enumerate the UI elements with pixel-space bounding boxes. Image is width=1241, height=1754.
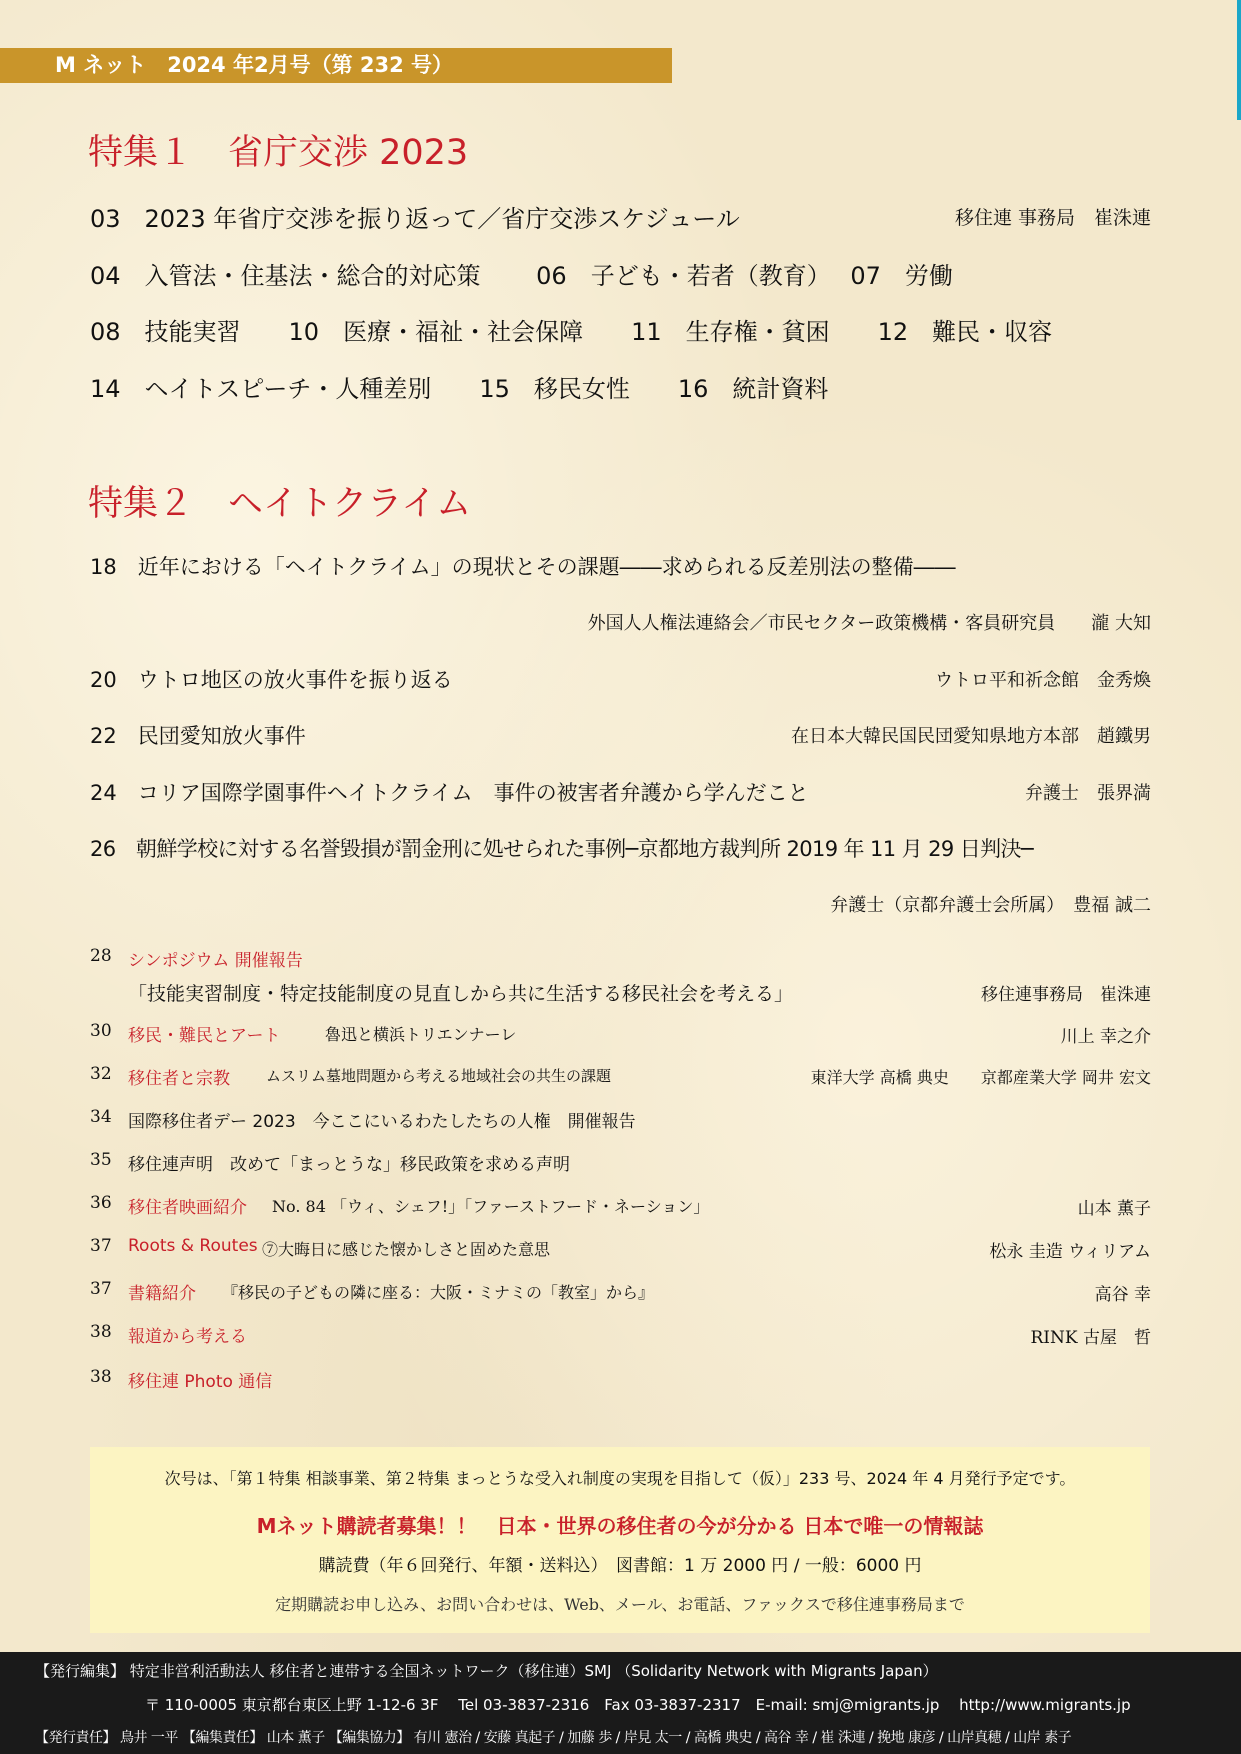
column-page-number: 32	[90, 1064, 112, 1084]
feature2-title: 特集２ ヘイトクライム	[88, 484, 472, 524]
column-label[interactable]: 移住者と宗教	[128, 1069, 230, 1089]
edge-accent-line	[1237, 0, 1241, 120]
column-author: 山本 薫子	[1077, 1199, 1151, 1219]
feature2-author: 外国人人権法連絡会／市民セクター政策機構・客員研究員 瀧 大知	[587, 613, 1151, 634]
column-page-number: 38	[90, 1367, 112, 1387]
column-author: 東洋大学 高橋 典史 京都産業大学 岡井 宏文	[810, 1068, 1151, 1087]
feature1-line[interactable]: 04 入管法・住基法・総合的対応策 06 子ども・若者（教育） 07 労働	[90, 262, 953, 290]
column-author: 松永 圭造 ウィリアム	[989, 1242, 1151, 1262]
feature1-line[interactable]: 08 技能実習 10 医療・福祉・社会保障 11 生存権・貧困 12 難民・収容	[90, 318, 1053, 346]
column-label[interactable]: 移民・難民とアート	[128, 1026, 281, 1046]
subscription-fee: 購読費（年６回発行、年額・送料込） 図書館：1 万 2000 円 / 一般：6000 円	[318, 1556, 922, 1576]
column-title[interactable]: ⑦大晦日に感じた懐かしさと固めた意思	[262, 1240, 551, 1259]
subscription-notice-box	[90, 1447, 1150, 1633]
feature2-item[interactable]: 26 朝鮮学校に対する名誉毀損が罰金刑に処せられた事例─京都地方裁判所 2019 年 11 月 29 日判決─	[90, 837, 1033, 861]
column-title[interactable]: 魯迅と横浜トリエンナーレ	[325, 1025, 517, 1044]
column-page-number: 37	[90, 1236, 112, 1256]
feature1-lead-item[interactable]: 03 2023 年省庁交渉を振り返って／省庁交渉スケジュール	[90, 205, 740, 233]
column-label[interactable]: 報道から考える	[128, 1327, 247, 1347]
column-title[interactable]: 「技能実習制度・特定技能制度の見直しから共に生活する移民社会を考える」	[128, 983, 794, 1005]
column-title[interactable]: 『移民の子どもの隣に座る：大阪・ミナミの「教室」から』	[222, 1283, 655, 1302]
column-label[interactable]: Roots & Routes	[128, 1236, 258, 1256]
column-author: 移住連事務局 崔洙連	[981, 985, 1151, 1005]
feature2-item[interactable]: 22 民団愛知放火事件	[90, 724, 306, 748]
feature2-author: ウトロ平和祈念館 金秀煥	[935, 670, 1151, 691]
column-label[interactable]: 移住者映画紹介	[128, 1198, 247, 1218]
feature1-line[interactable]: 14 ヘイトスピーチ・人種差別 15 移民女性 16 統計資料	[90, 375, 829, 403]
column-title[interactable]: No. 84 「ウィ、シェフ!」「ファーストフード・ネーション」	[272, 1197, 710, 1216]
feature1-lead-author: 移住連 事務局 崔洙連	[954, 207, 1151, 229]
column-title[interactable]: ムスリム墓地問題から考える地域社会の共生の課題	[266, 1067, 612, 1085]
feature2-author: 在日本大韓民国民団愛知県地方本部 趙鐵男	[791, 726, 1151, 747]
feature2-author: 弁護士（京都弁護士会所属） 豊福 誠二	[830, 895, 1151, 916]
footer-publisher: 【発行編集】 特定非営利活動法人 移住者と連帯する全国ネットワーク（移住連）SMJ （Solidarity Network with Migrants Japan）	[35, 1662, 938, 1680]
footer-address: 〒 110-0005 東京都台東区上野 1-12-6 3F Tel 03-3837-2316 Fax 03-3837-2317 E-mail: smj@migrants.jp http://www.migrants.jp	[145, 1696, 1131, 1714]
column-author: 高谷 幸	[1094, 1285, 1151, 1305]
column-title[interactable]: 国際移住者デー 2023 今ここにいるわたしたちの人権 開催報告	[128, 1112, 636, 1132]
feature2-author: 弁護士 張界満	[1025, 783, 1151, 804]
feature1-title: 特集１ 省庁交渉 2023	[88, 133, 469, 173]
feature2-item[interactable]: 18 近年における「ヘイトクライム」の現状とその課題――求められる反差別法の整備――	[90, 555, 956, 579]
column-page-number: 30	[90, 1021, 112, 1041]
issue-header: M ネット 2024 年2月号（第 232 号）	[0, 48, 672, 83]
publisher-footer	[0, 1652, 1241, 1754]
column-title[interactable]: 移住連声明 改めて「まっとうな」移民政策を求める声明	[128, 1155, 570, 1175]
feature2-item[interactable]: 20 ウトロ地区の放火事件を振り返る	[90, 668, 453, 692]
column-author: 川上 幸之介	[1060, 1027, 1151, 1047]
column-label[interactable]: 書籍紹介	[128, 1284, 196, 1304]
footer-staff: 【発行責任】 鳥井 一平 【編集責任】 山本 薫子 【編集協力】 有川 憲治 / 安藤 真起子 / 加藤 歩 / 岸見 太一 / 高橋 典史 / 高谷 幸 / 崔 洙連 / 挽地 康彦 / 山岸真穂 / 山岸 素子	[35, 1730, 1072, 1746]
column-page-number: 34	[90, 1107, 112, 1127]
column-label[interactable]: シンポジウム 開催報告	[128, 951, 303, 971]
column-author: RINK 古屋 哲	[1030, 1328, 1151, 1348]
column-page-number: 38	[90, 1322, 112, 1342]
column-page-number: 36	[90, 1193, 112, 1213]
next-issue-text: 次号は、「第１特集 相談事業、第２特集 まっとうな受入れ制度の実現を目指して（仮）」233 号、2024 年 4 月発行予定です。	[164, 1469, 1076, 1488]
column-page-number: 35	[90, 1150, 112, 1170]
subscription-contact: 定期購読お申し込み、お問い合わせは、Web、メール、お電話、ファックスで移住連事務局まで	[275, 1595, 965, 1614]
subscriber-headline: Mネット購読者募集！！ 日本・世界の移住者の今が分かる 日本で唯一の情報誌	[256, 1514, 984, 1538]
feature2-item[interactable]: 24 コリア国際学園事件ヘイトクライム 事件の被害者弁護から学んだこと	[90, 781, 809, 805]
column-label[interactable]: 移住連 Photo 通信	[128, 1372, 273, 1392]
column-page-number: 37	[90, 1279, 112, 1299]
column-page-number: 28	[90, 946, 112, 966]
